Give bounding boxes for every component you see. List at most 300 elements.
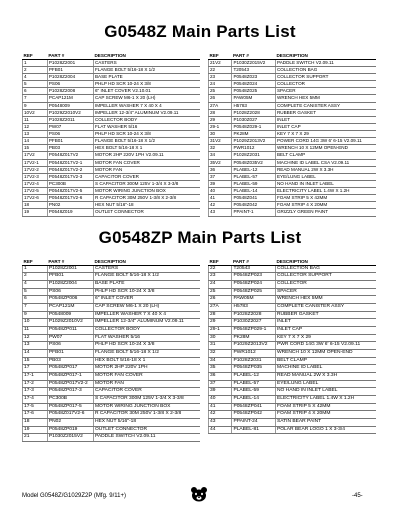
- cell-description: PADDLE SWITCH V2.09.11: [93, 434, 200, 442]
- cell-part-number: P0548Z017V2-1: [47, 159, 93, 166]
- cell-description: HEX BOLT 5/16-18 X 1: [93, 145, 200, 152]
- table-row: [209, 281, 377, 289]
- cell-description: WRENCH 10 X 12MM OPEN-END: [275, 145, 376, 152]
- cell-ref: 17V2-6: [23, 195, 48, 202]
- cell-description: FLANGE BOLT 5/16-18 X 1/2: [93, 350, 200, 358]
- cell-part-number: P1029Z2010V2: [47, 109, 93, 116]
- cell-ref: 25: [209, 288, 232, 296]
- cell-description: HEX NUT 5/16"-18: [93, 202, 200, 209]
- cell-description: CASTERS: [93, 265, 200, 273]
- cell-ref: 19: [23, 426, 48, 434]
- cell-part-number: PCAP121M: [47, 304, 93, 312]
- cell-ref: 15: [23, 145, 48, 152]
- table-row: [209, 166, 377, 173]
- table-row: [23, 426, 201, 434]
- cell-part-number: PW07: [47, 123, 93, 130]
- cell-description: FLANGE BOLT 5/16-18 X 1/2: [93, 138, 200, 145]
- g0548z-parts-table-right: [208, 53, 376, 217]
- cell-description: EYE/LUNG LABEL: [275, 380, 376, 388]
- cell-description: NO HAND IN INLET LABEL: [275, 180, 376, 187]
- cell-ref: 31: [209, 342, 232, 350]
- cell-ref: 9: [23, 311, 48, 319]
- cell-ref: 17: [23, 365, 48, 373]
- cell-ref: 42: [209, 202, 232, 209]
- table-row: [209, 123, 377, 130]
- table-row: [209, 357, 377, 365]
- cell-ref: 11: [23, 116, 48, 123]
- cell-description: PHLP HD SCR 10-24 X 3/8: [93, 342, 200, 350]
- table-row: [209, 411, 377, 419]
- cell-ref: 34: [209, 357, 232, 365]
- table-row: [209, 403, 377, 411]
- cell-description: BASE PLATE: [93, 74, 200, 81]
- cell-ref: 17V2-1: [23, 159, 48, 166]
- cell-part-number: P0548ZP041: [232, 403, 276, 411]
- cell-ref: 10V2: [23, 109, 48, 116]
- cell-ref: 4: [23, 281, 48, 289]
- table-row: [209, 380, 377, 388]
- table-row: [209, 418, 377, 426]
- cell-ref: 34: [209, 152, 232, 159]
- table-row: [209, 334, 377, 342]
- cell-part-number: P0548Z017V2-3: [47, 173, 93, 180]
- table-row: [23, 59, 201, 66]
- table-row: [23, 81, 201, 88]
- table-row: [23, 88, 201, 95]
- cell-ref: 40: [209, 188, 232, 195]
- cell-description: IMPELLER 12-3/4" ALUMINUM V2.09.11: [93, 109, 200, 116]
- cell-description: GRIZZLY GREEN PAINT: [275, 209, 376, 216]
- cell-ref: 29: [209, 319, 232, 327]
- cell-ref: 27A: [209, 102, 232, 109]
- table-row: [209, 327, 377, 335]
- g0548zp-parts-table-right: [208, 259, 376, 434]
- cell-ref: 44: [209, 426, 232, 434]
- cell-description: MOTOR WIRING JUNCTION BOX: [93, 403, 200, 411]
- cell-description: MOTOR FAN COVER: [93, 372, 200, 380]
- cell-part-number: P0548Z024: [232, 81, 276, 88]
- cell-description: PHLP HD SCR 10-24 X 3/8: [93, 81, 200, 88]
- cell-part-number: PCAP121M: [47, 95, 93, 102]
- cell-part-number: PB03: [47, 145, 93, 152]
- cell-part-number: P0548ZP017-1: [47, 372, 93, 380]
- header-ref: REF: [23, 259, 48, 265]
- table-row: [23, 209, 201, 216]
- cell-part-number: P1030Z2015V2: [47, 434, 93, 442]
- cell-description: INLET: [275, 319, 376, 327]
- cell-ref: 28: [209, 311, 232, 319]
- header-part-number: PART #: [232, 259, 276, 265]
- cell-description: PHLP HD SCR 10-24 X 3/8: [93, 288, 200, 296]
- cell-description: SATIN BEAR PAINT: [275, 418, 376, 426]
- cell-ref: 29-1: [209, 123, 232, 130]
- cell-description: COLLECTION BAG: [275, 66, 376, 73]
- cell-description: IMPELLER 12-3/4" ALUMINUM V2.09.11: [93, 319, 200, 327]
- cell-description: COLLECTOR SUPPORT: [275, 74, 376, 81]
- cell-ref: 28: [209, 109, 232, 116]
- table-row: [209, 209, 377, 216]
- cell-ref: 39: [209, 180, 232, 187]
- cell-ref: 23: [209, 273, 232, 281]
- cell-description: OUTLET CONNECTOR: [93, 209, 200, 216]
- cell-description: R CAPACITOR 30M 250V 1-3/8 X 2-3/8: [93, 195, 200, 202]
- cell-ref: 13: [23, 342, 48, 350]
- cell-ref: 26: [209, 95, 232, 102]
- cell-part-number: P0548Z023: [232, 74, 276, 81]
- cell-ref: 23: [209, 74, 232, 81]
- cell-ref: 12: [23, 123, 48, 130]
- cell-part-number: P0548Z019: [47, 209, 93, 216]
- cell-ref: 17V2: [23, 152, 48, 159]
- header-part-number: PART #: [232, 53, 276, 59]
- cell-description: INLET: [275, 116, 376, 123]
- cell-description: MOTOR 2HP 220V 1PH V2.09.11: [93, 152, 200, 159]
- cell-part-number: PFB01: [47, 350, 93, 358]
- table-row: [209, 365, 377, 373]
- table-row: [209, 426, 377, 434]
- cell-ref: 26: [209, 296, 232, 304]
- table-row: [23, 123, 201, 130]
- table-row: [23, 350, 201, 358]
- cell-ref: 43: [209, 418, 232, 426]
- cell-part-number: PK28M: [232, 334, 276, 342]
- cell-ref: 36: [209, 372, 232, 380]
- table-row: [209, 265, 377, 273]
- cell-description: BELT CLAMP: [275, 152, 376, 159]
- cell-part-number: PAW05M: [232, 95, 276, 102]
- table-row: [23, 395, 201, 403]
- table-row: [23, 357, 201, 365]
- table-row: [209, 131, 377, 138]
- header-part-number: PART #: [47, 259, 93, 265]
- cell-part-number: P0548Z035V2: [232, 159, 276, 166]
- cell-ref: 14: [23, 138, 48, 145]
- cell-part-number: P0548ZP035: [232, 365, 276, 373]
- cell-ref: 18: [23, 418, 48, 426]
- cell-description: COMPLETE CANISTER ASSY: [275, 304, 376, 312]
- cell-description: FOAM STRIP 5 X 42MM: [275, 403, 376, 411]
- table-row: [209, 88, 377, 95]
- table-row: [23, 411, 201, 419]
- cell-description: SPACER: [275, 88, 376, 95]
- cell-ref: 17-5: [23, 403, 48, 411]
- cell-description: NO HAND IN INLET LABEL: [275, 388, 376, 396]
- cell-description: IMPELLER WASHER 7 X 40 X 4: [93, 311, 200, 319]
- cell-part-number: PFB01: [47, 66, 93, 73]
- table-row: [23, 159, 201, 166]
- cell-description: COLLECTOR BODY: [93, 116, 200, 123]
- table-row: [23, 74, 201, 81]
- cell-ref: 17-6: [23, 411, 48, 419]
- header-part-number: PART #: [47, 53, 93, 59]
- cell-description: COLLECTOR: [275, 281, 376, 289]
- cell-ref: 17V2-5: [23, 188, 48, 195]
- cell-part-number: P0548Z017V2-6: [47, 195, 93, 202]
- table-row: [209, 59, 377, 66]
- grizzly-bear-logo-icon: [190, 486, 208, 502]
- cell-description: CAPACITOR COVER: [93, 173, 200, 180]
- cell-part-number: P0548ZP025: [232, 288, 276, 296]
- header-ref: REF: [23, 53, 48, 59]
- table-row: [23, 138, 201, 145]
- cell-part-number: PS06: [47, 288, 93, 296]
- cell-ref: 17-1: [23, 372, 48, 380]
- cell-part-number: PN02: [47, 202, 93, 209]
- cell-ref: 30: [209, 131, 232, 138]
- cell-description: SPACER: [275, 288, 376, 296]
- cell-part-number: PLABEL-12: [232, 372, 276, 380]
- header-description: DESCRIPTION: [93, 259, 200, 265]
- cell-ref: 41: [209, 195, 232, 202]
- table-row: [23, 273, 201, 281]
- cell-part-number: P0548ZP017V2-2: [47, 380, 93, 388]
- cell-part-number: T20543: [232, 265, 276, 273]
- cell-part-number: H5783: [232, 304, 276, 312]
- cell-description: MACHINE ID LABEL CSA V2.09.11: [275, 159, 376, 166]
- table-row: [23, 380, 201, 388]
- cell-ref: 35V2: [209, 159, 232, 166]
- cell-part-number: P1029Z2010V2: [47, 319, 93, 327]
- cell-part-number: PLABEL-57: [232, 380, 276, 388]
- cell-part-number: P0548ZP019: [47, 426, 93, 434]
- cell-part-number: P0548ZP011: [47, 327, 93, 335]
- cell-description: COLLECTOR BODY: [93, 327, 200, 335]
- cell-description: COLLECTOR SUPPORT: [275, 273, 376, 281]
- cell-part-number: PFB01: [47, 273, 93, 281]
- table-row: [209, 159, 377, 166]
- cell-description: READ MANUAL 2W X 3.3H: [275, 166, 376, 173]
- table-row: [23, 180, 201, 187]
- cell-part-number: P1028Z2004: [47, 74, 93, 81]
- cell-description: POLAR BEAR LOGO 1 X 3-3/4: [275, 426, 376, 434]
- cell-part-number: P0548Z017V2-2: [47, 166, 93, 173]
- table-row: [23, 296, 201, 304]
- table-row: [23, 109, 201, 116]
- g0548zp-title: G0548ZP Main Parts List: [98, 228, 302, 247]
- cell-ref: 7: [23, 304, 48, 312]
- cell-description: FOAM STRIP 5 X 42MM: [275, 195, 376, 202]
- cell-description: HEX BOLT 5/16-18 X 1: [93, 357, 200, 365]
- cell-description: R CAPACITOR 30M 250V 1-3/8 X 2-3/8: [93, 411, 200, 419]
- table-row: [209, 152, 377, 159]
- cell-description: FLAT WASHER 5/16: [93, 123, 200, 130]
- cell-part-number: P0548ZP029-1: [232, 327, 276, 335]
- cell-ref: 21V2: [209, 59, 232, 66]
- cell-part-number: P0548Z029-1: [232, 123, 276, 130]
- cell-description: ELECTRICITY LABEL 1.4W X 1.2H: [275, 395, 376, 403]
- cell-part-number: PWR1012: [232, 145, 276, 152]
- cell-description: INLET CAP: [275, 327, 376, 335]
- cell-part-number: P1028Z2031: [232, 152, 276, 159]
- table-row: [23, 152, 201, 159]
- cell-part-number: P0548ZP006: [47, 296, 93, 304]
- cell-ref: 42: [209, 411, 232, 419]
- cell-ref: 6: [23, 88, 48, 95]
- cell-description: COMPLETE CANISTER ASSY: [275, 102, 376, 109]
- cell-part-number: T20543: [232, 66, 276, 73]
- cell-ref: 21: [23, 434, 48, 442]
- cell-description: BELT CLAMP: [275, 357, 376, 365]
- cell-ref: 17-3: [23, 388, 48, 396]
- table-row: [209, 202, 377, 209]
- table-row: [23, 188, 201, 195]
- cell-description: POWER CORD 14G 3W 6' 6-15 V2.09.11: [275, 138, 376, 145]
- cell-part-number: PK28M: [232, 131, 276, 138]
- table-row: [209, 195, 377, 202]
- cell-part-number: P1028Z2031: [232, 357, 276, 365]
- cell-description: S CAPACITOR 300M 125V 1-3/4 X 3-3/8: [93, 180, 200, 187]
- table-row: [209, 74, 377, 81]
- g0548z-parts-table-left: [22, 53, 200, 217]
- table-row: [23, 288, 201, 296]
- cell-part-number: P0548ZP024: [232, 281, 276, 289]
- cell-ref: 13: [23, 131, 48, 138]
- table-row: [23, 166, 201, 173]
- table-row: [209, 173, 377, 180]
- cell-description: 6" INLET COVER: [93, 296, 200, 304]
- cell-ref: 7: [23, 95, 48, 102]
- cell-description: PHLP HD SCR 10-24 X 3/8: [93, 131, 200, 138]
- cell-ref: 32: [209, 145, 232, 152]
- header-ref: REF: [209, 259, 232, 265]
- cell-description: MACHINE ID LABEL: [275, 365, 376, 373]
- table-row: [209, 188, 377, 195]
- cell-ref: 15: [23, 357, 48, 365]
- cell-ref: 9: [23, 102, 48, 109]
- cell-description: KEY 7 X 7 X 29: [275, 131, 376, 138]
- table-row: [23, 195, 201, 202]
- cell-part-number: P0548ZP017-3: [47, 388, 93, 396]
- cell-part-number: P0548ZP017-5: [47, 403, 93, 411]
- table-row: [209, 109, 377, 116]
- cell-ref: 41: [209, 403, 232, 411]
- cell-ref: 22: [209, 66, 232, 73]
- cell-ref: 14: [23, 350, 48, 358]
- cell-part-number: P0548ZP042: [232, 411, 276, 419]
- table-row: [23, 372, 201, 380]
- table-row: [23, 418, 201, 426]
- page-number: -45-: [352, 493, 363, 499]
- table-row: [23, 95, 201, 102]
- cell-description: MOTOR 2HP 220V 1PH: [93, 365, 200, 373]
- cell-ref: 30: [209, 334, 232, 342]
- table-row: [209, 145, 377, 152]
- cell-part-number: PLABEL-12: [232, 166, 276, 173]
- table-row: [23, 311, 201, 319]
- cell-part-number: P1028Z2008: [47, 88, 93, 95]
- table-row: [209, 116, 377, 123]
- cell-ref: 17V2-4: [23, 180, 48, 187]
- cell-description: CAP SCREW M6-1 X 20 (LH): [93, 304, 200, 312]
- cell-ref: 11: [23, 327, 48, 335]
- cell-ref: 1: [23, 265, 48, 273]
- table-row: [209, 66, 377, 73]
- cell-ref: 39: [209, 388, 232, 396]
- cell-description: READ MANUAL 2W X 3.3H: [275, 372, 376, 380]
- cell-part-number: P0548009: [47, 311, 93, 319]
- cell-ref: 17V2-3: [23, 173, 48, 180]
- cell-ref: 4: [23, 74, 48, 81]
- table-row: [209, 319, 377, 327]
- table-row: [23, 202, 201, 209]
- cell-part-number: PN02: [47, 418, 93, 426]
- table-row: [23, 265, 201, 273]
- cell-description: MOTOR FAN COVER: [93, 159, 200, 166]
- table-row: [23, 365, 201, 373]
- cell-part-number: PW07: [47, 334, 93, 342]
- table-row: [23, 145, 201, 152]
- cell-description: MOTOR FAN: [93, 166, 200, 173]
- table-row: [209, 388, 377, 396]
- table-row: [23, 66, 201, 73]
- cell-part-number: P0548Z017V2: [47, 152, 93, 159]
- cell-ref: 24: [209, 281, 232, 289]
- cell-part-number: P1028Z2001: [47, 59, 93, 66]
- table-row: [209, 296, 377, 304]
- cell-ref: 25: [209, 88, 232, 95]
- cell-part-number: PPAINT-1: [232, 209, 276, 216]
- cell-ref: 19: [23, 209, 48, 216]
- cell-part-number: PLABEL-14: [232, 188, 276, 195]
- cell-part-number: PS06: [47, 131, 93, 138]
- cell-description: COLLECTION BAG: [275, 265, 376, 273]
- table-row: [209, 81, 377, 88]
- cell-ref: 5: [23, 81, 48, 88]
- cell-ref: 37: [209, 380, 232, 388]
- cell-part-number: P1030Z2015V2: [232, 59, 276, 66]
- header-ref: REF: [209, 53, 232, 59]
- cell-ref: 27A: [209, 304, 232, 312]
- cell-ref: 31V2: [209, 138, 232, 145]
- cell-part-number: PLABEL-14: [232, 395, 276, 403]
- table-row: [23, 434, 201, 442]
- cell-ref: 5: [23, 288, 48, 296]
- cell-part-number: PWR1012: [232, 350, 276, 358]
- cell-description: INLET CAP: [275, 123, 376, 130]
- cell-ref: 24: [209, 81, 232, 88]
- cell-description: FOAM STRIP 4 X 20MM: [275, 411, 376, 419]
- cell-part-number: P0548Z017V2-5: [47, 188, 93, 195]
- cell-part-number: P1028Z2028: [232, 109, 276, 116]
- cell-part-number: P0548ZP017: [47, 365, 93, 373]
- cell-ref: 43: [209, 209, 232, 216]
- cell-ref: 18: [23, 202, 48, 209]
- table-row: [209, 180, 377, 187]
- table-row: [23, 116, 201, 123]
- cell-part-number: PLABEL-57: [232, 173, 276, 180]
- table-row: [209, 395, 377, 403]
- cell-part-number: PC300B: [47, 180, 93, 187]
- header-description: DESCRIPTION: [93, 53, 200, 59]
- cell-description: ELECTRICITY LABEL 1.4W X 1.2H: [275, 188, 376, 195]
- cell-description: WRENCH HEX 5MM: [275, 296, 376, 304]
- cell-part-number: PC300B: [47, 395, 93, 403]
- cell-part-number: PLABEL-59: [232, 388, 276, 396]
- cell-ref: 2: [23, 273, 48, 281]
- cell-part-number: P1030Z2027: [232, 319, 276, 327]
- cell-description: FOAM STRIP 4 X 20MM: [275, 202, 376, 209]
- table-row: [23, 281, 201, 289]
- cell-part-number: P1029Z2013V2: [232, 342, 276, 350]
- cell-ref: 1: [23, 59, 48, 66]
- cell-part-number: PS06: [47, 81, 93, 88]
- cell-ref: 2: [23, 66, 48, 73]
- table-row: [209, 304, 377, 312]
- cell-ref: 29: [209, 116, 232, 123]
- cell-description: CAPACITOR COVER: [93, 388, 200, 396]
- table-row: [23, 102, 201, 109]
- header-description: DESCRIPTION: [275, 259, 376, 265]
